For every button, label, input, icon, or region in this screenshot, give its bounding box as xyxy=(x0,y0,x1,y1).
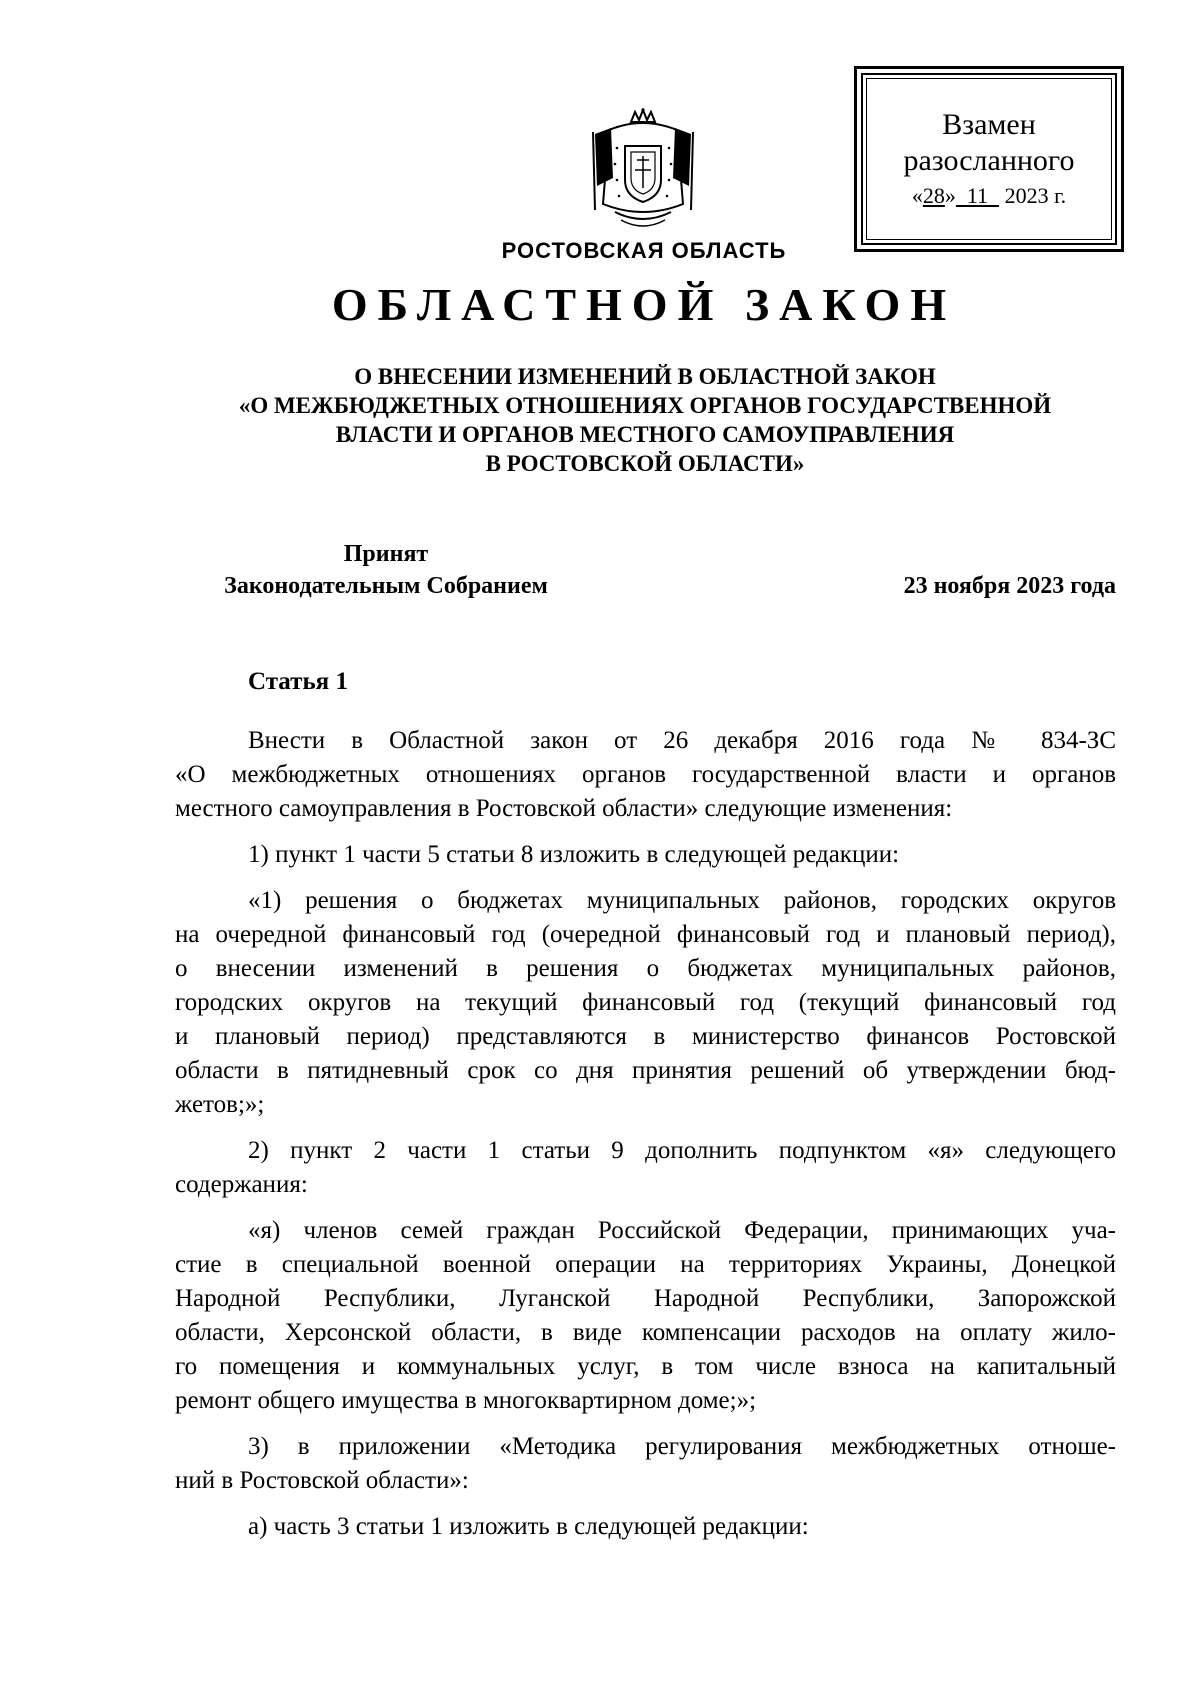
text-line: на очередной финансовый год (очередной финансовый год и плановый период), xyxy=(175,921,1116,948)
text-line: области, Херсонской области, в виде компенсации расходов на оплату жило- xyxy=(175,1319,1116,1346)
stamp-line-2: разосланного xyxy=(903,144,1075,177)
paragraph xyxy=(175,1430,1116,1498)
subtitle-line: ВЛАСТИ И ОРГАНОВ МЕСТНОГО САМОУПРАВЛЕНИЯ xyxy=(335,422,955,447)
text-line: городских округов на текущий финансовый год (текущий финансовый год xyxy=(175,989,1116,1016)
text-line: 3) в приложении «Методика регулирования межбюджетных отноше- xyxy=(248,1433,1116,1460)
adopted-by xyxy=(176,538,596,602)
paragraph xyxy=(175,1214,1116,1418)
text-line: 2) пункт 2 части 1 статьи 9 дополнить подпунктом «я» следующего xyxy=(248,1137,1116,1164)
coat-of-arms-icon xyxy=(585,108,701,236)
text-line: и плановый период) представляются в министерство финансов Ростовской xyxy=(175,1023,1116,1050)
stamp-date-month: 11 xyxy=(966,183,989,208)
stamp-date-day: 28 xyxy=(922,183,945,208)
text-line: стие в специальной военной операции на территориях Украины, Донецкой xyxy=(175,1251,1116,1278)
subtitle-line: «О МЕЖБЮДЖЕТНЫХ ОТНОШЕНИЯХ ОРГАНОВ ГОСУДАРСТВЕННОЙ xyxy=(238,393,1052,418)
subtitle-line: О ВНЕСЕНИИ ИЗМЕНЕНИЙ В ОБЛАСТНОЙ ЗАКОН xyxy=(354,364,936,389)
text-line: «О межбюджетных отношениях органов государственной власти и органов xyxy=(175,761,1116,788)
adopted-date: 23 ноября 2023 года xyxy=(903,573,1116,599)
paragraph xyxy=(175,838,1116,872)
paragraph xyxy=(175,884,1116,1122)
text-line: 1) пункт 1 части 5 статьи 8 изложить в следующей редакции: xyxy=(248,841,900,868)
paragraph xyxy=(175,1134,1116,1202)
text-line: го помещения и коммунальных услуг, в том числе взноса на капитальный xyxy=(175,1353,1116,1380)
text-line: а) часть 3 статьи 1 изложить в следующей редакции: xyxy=(248,1513,809,1540)
text-line: «я) членов семей граждан Российской Федерации, принимающих уча- xyxy=(248,1217,1116,1244)
text-line: Народной Республики, Луганской Народной Республики, Запорожской xyxy=(175,1285,1116,1312)
adopted-line-2: Законодательным Собранием xyxy=(224,573,548,599)
subtitle-line: В РОСТОВСКОЙ ОБЛАСТИ» xyxy=(485,451,805,476)
text-line: о внесении изменений в решения о бюджетах муниципальных районов, xyxy=(175,955,1116,982)
stamp-date: «28» 11 2023 г. xyxy=(911,183,1067,208)
region-name: РОСТОВСКАЯ ОБЛАСТЬ xyxy=(501,238,787,263)
text-line: Внести в Областной закон от 26 декабря 2016 года № 834-ЗС xyxy=(248,727,1116,754)
stamp-line-1: Взамен xyxy=(942,108,1036,141)
text-line: ний в Ростовской области»: xyxy=(175,1467,469,1494)
document-subtitle xyxy=(180,362,1110,478)
stamp-date-year: 2023 г. xyxy=(1004,183,1067,208)
text-line: местного самоуправления в Ростовской области» следующие изменения: xyxy=(175,795,953,822)
paragraph xyxy=(175,724,1116,826)
text-line: ремонт общего имущества в многоквартирном доме;»; xyxy=(175,1387,757,1414)
replacement-stamp xyxy=(854,66,1124,252)
article-body xyxy=(175,724,1116,1556)
text-line: содержания: xyxy=(175,1171,308,1198)
text-line: жетов;»; xyxy=(175,1091,265,1118)
text-line: области в пятидневный срок со дня принятия решений об утверждении бюд- xyxy=(175,1057,1116,1084)
paragraph xyxy=(175,1510,1116,1544)
article-heading: Статья 1 xyxy=(248,668,348,695)
adopted-line-1: Принят xyxy=(343,541,429,567)
document-title: ОБЛАСТНОЙ ЗАКОН xyxy=(331,279,957,330)
text-line: «1) решения о бюджетах муниципальных районов, городских округов xyxy=(248,887,1116,914)
